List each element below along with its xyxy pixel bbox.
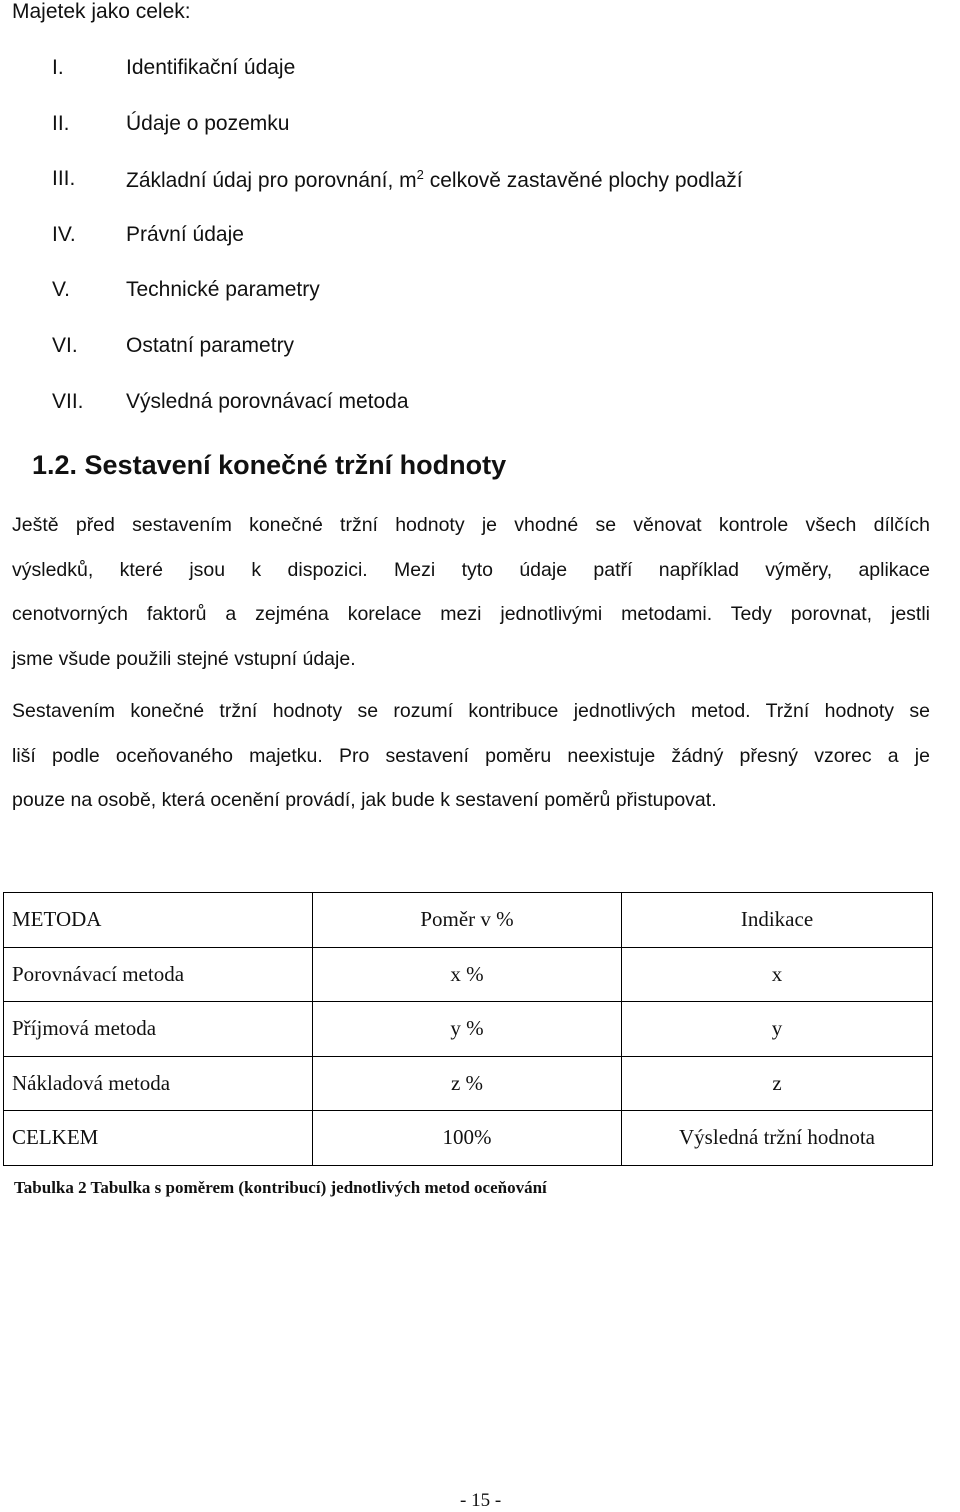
paragraph-line: cenotvorných faktorů a zejména korelace mezi jednotlivými metodami. Tedy porovnat, jestli — [12, 603, 930, 625]
page-number: - 15 - — [460, 1490, 502, 1511]
table-row — [4, 947, 933, 1002]
list-number: V. — [52, 278, 70, 301]
table-cell: Výsledná tržní hodnota — [622, 1111, 933, 1166]
list-item — [126, 167, 743, 193]
table-row — [4, 1056, 933, 1111]
table-cell: Porovnávací metoda — [4, 947, 313, 1002]
list-number: IV. — [52, 223, 76, 246]
list-item: Identifikační údaje — [126, 56, 296, 79]
list-item: Výsledná porovnávací metoda — [126, 390, 409, 413]
paragraph-line: Sestavením konečné tržní hodnoty se rozumí kontribuce jednotlivých metod. Tržní hodnoty se — [12, 700, 930, 722]
table-cell: z % — [313, 1056, 622, 1111]
paragraph-line: výsledků, které jsou k dispozici. Mezi tyto údaje patří například výměry, aplikace — [12, 558, 930, 581]
list-item-text: celkově zastavěné plochy podlaží — [423, 169, 743, 192]
list-item: Technické parametry — [126, 278, 320, 301]
list-number: VI. — [52, 334, 78, 357]
table-cell: 100% — [313, 1111, 622, 1166]
table-cell: CELKEM — [4, 1111, 313, 1166]
list-title: Majetek jako celek: — [12, 0, 191, 23]
paragraph — [12, 503, 930, 681]
list-number: III. — [52, 167, 76, 190]
table-row — [4, 1002, 933, 1057]
superscript: 2 — [416, 167, 424, 182]
table-header-row — [4, 893, 933, 948]
table-caption: Tabulka 2 Tabulka s poměrem (kontribucí) jednotlivých metod oceňování — [14, 1178, 547, 1197]
table-cell: y — [622, 1002, 933, 1057]
paragraph — [12, 689, 930, 823]
list-number: II. — [52, 112, 70, 135]
paragraph-line: liší podle oceňovaného majetku. Pro sestavení poměru neexistuje žádný přesný vzorec a je — [12, 744, 930, 767]
paragraph-line: Ještě před sestavením konečné tržní hodnoty je vhodné se věnovat kontrole všech dílčích — [12, 514, 930, 536]
table-cell: x — [622, 947, 933, 1002]
paragraph-line: pouze na osobě, která ocenění provádí, jak bude k sestavení poměrů přistupovat. — [12, 789, 717, 811]
list-item: Právní údaje — [126, 223, 244, 246]
section-heading: 1.2. Sestavení konečné tržní hodnoty — [32, 450, 507, 480]
table-cell: Příjmová metoda — [4, 1002, 313, 1057]
table-header-cell: Poměr v % — [313, 893, 622, 948]
table-cell: x % — [313, 947, 622, 1002]
paragraph-line: jsme všude použili stejné vstupní údaje. — [12, 647, 356, 670]
list-number: VII. — [52, 390, 84, 413]
table-header-cell: Indikace — [622, 893, 933, 948]
list-item: Údaje o pozemku — [126, 112, 290, 135]
methods-table — [3, 892, 933, 1166]
table-cell: z — [622, 1056, 933, 1111]
table-row — [4, 1111, 933, 1166]
list-item-text: Základní údaj pro porovnání, m — [126, 169, 417, 192]
table-cell: Nákladová metoda — [4, 1056, 313, 1111]
list-item: Ostatní parametry — [126, 334, 295, 357]
table-cell: y % — [313, 1002, 622, 1057]
table-header-cell: METODA — [4, 893, 313, 948]
list-number: I. — [52, 56, 64, 79]
